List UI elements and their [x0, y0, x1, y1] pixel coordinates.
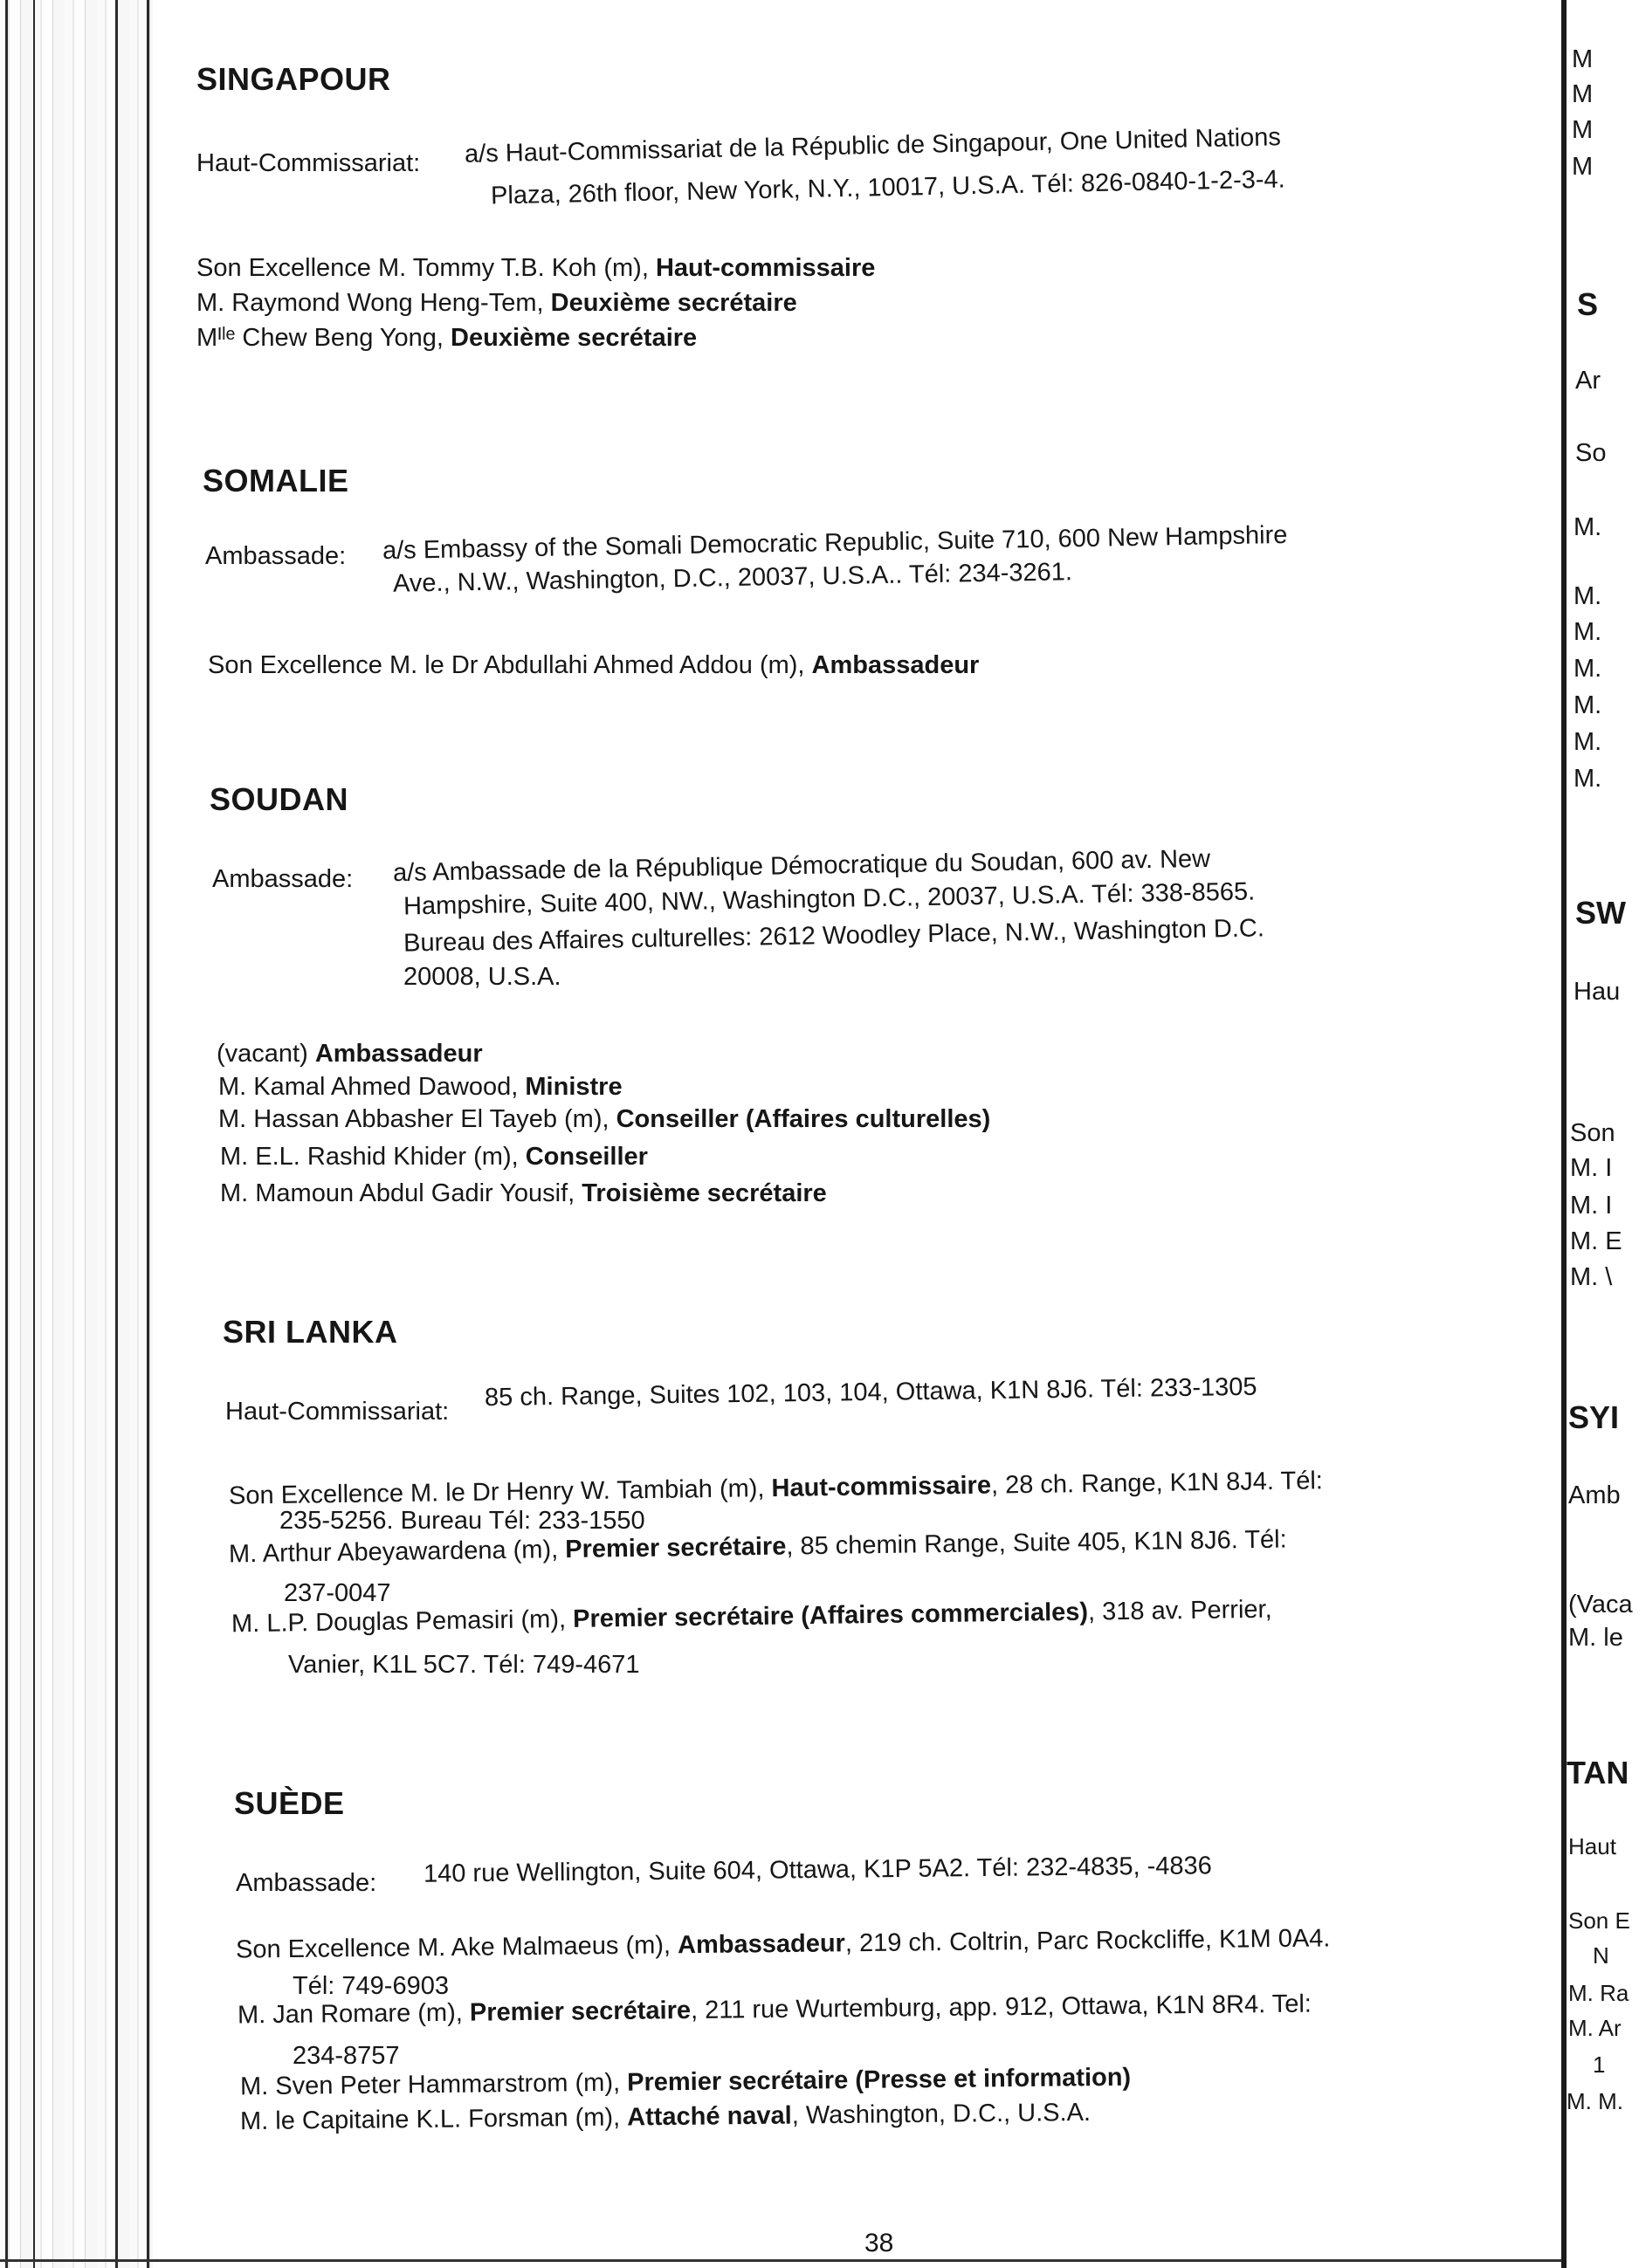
- facing-text-fragment: Haut: [1568, 1833, 1616, 1859]
- staff-entry: M. E.L. Rashid Khider (m), Conseiller: [220, 1143, 648, 1171]
- facing-text-fragment: M. M.: [1567, 2088, 1623, 2114]
- mission-label: Ambassade:: [236, 1869, 377, 1897]
- section-soudan: [210, 781, 348, 818]
- facing-text-fragment: M.: [1574, 582, 1602, 610]
- staff-entry-cont: Tél: 749-6903: [293, 1972, 449, 2000]
- binding-edge: [0, 0, 153, 2268]
- mission-label: Haut-Commissariat:: [225, 1398, 450, 1426]
- section-heading: SOUDAN: [210, 781, 349, 817]
- facing-text-fragment: M. I: [1570, 1154, 1613, 1182]
- staff-entry: M. Hassan Abbasher El Tayeb (m), Conseiller (Affaires culturelles): [218, 1105, 991, 1133]
- mission-label: Ambassade:: [205, 542, 347, 570]
- facing-text-fragment: M: [1572, 153, 1594, 181]
- section-heading: SRI LANKA: [223, 1314, 398, 1350]
- facing-text-fragment: M.: [1574, 513, 1602, 541]
- facing-text-fragment: Ar: [1575, 367, 1601, 395]
- address-line: Hampshire, Suite 400, NW., Washington D.C., 20037, U.S.A. Tél: 338-8565.: [403, 877, 1256, 921]
- address-line: 140 rue Wellington, Suite 604, Ottawa, K1P 5A2. Tél: 232-4835, -4836: [423, 1852, 1212, 1888]
- facing-heading-fragment: SW: [1575, 895, 1626, 931]
- page-number: 38: [864, 2229, 894, 2258]
- binding-rule: [147, 0, 149, 2268]
- staff-entry: M. Jan Romare (m), Premier secrétaire, 211 rue Wurtemburg, app. 912, Ottawa, K1N 8R4. Tel:: [237, 1990, 1312, 2030]
- facing-text-fragment: 1: [1593, 2052, 1606, 2078]
- facing-text-fragment: M: [1572, 116, 1594, 144]
- staff-entry: M. Mamoun Abdul Gadir Yousif, Troisième secrétaire: [220, 1179, 827, 1207]
- scan-bottom-edge: [0, 2259, 1563, 2262]
- mission-label: Ambassade:: [212, 865, 354, 893]
- facing-text-fragment: M. I: [1570, 1192, 1613, 1220]
- facing-text-fragment: M. le: [1568, 1624, 1623, 1652]
- section-heading: SINGAPOUR: [196, 61, 391, 97]
- section-heading: SOMALIE: [203, 463, 349, 498]
- facing-text-fragment: N: [1593, 1942, 1609, 1969]
- address-line: 20008, U.S.A.: [403, 963, 561, 991]
- facing-text-fragment: M.: [1574, 765, 1602, 793]
- staff-entry: M. Arthur Abeyawardena (m), Premier secrétaire, 85 chemin Range, Suite 405, K1N 8J6. Tél:: [228, 1525, 1287, 1569]
- address-line: Plaza, 26th floor, New York, N.Y., 10017, U.S.A. Tél: 826-0840-1-2-3-4.: [490, 165, 1285, 210]
- facing-text-fragment: So: [1575, 439, 1607, 467]
- staff-entry: Mᴵˡᵉ Chew Beng Yong, Deuxième secrétaire: [196, 324, 698, 352]
- section-suede: [234, 1785, 345, 1822]
- facing-text-fragment: M.: [1574, 618, 1602, 646]
- facing-text-fragment: M.: [1574, 655, 1602, 683]
- facing-text-fragment: M: [1572, 45, 1594, 73]
- staff-entry-cont: Vanier, K1L 5C7. Tél: 749-4671: [288, 1651, 640, 1679]
- facing-text-fragment: M. Ra: [1568, 1980, 1629, 2006]
- staff-entry: M. le Capitaine K.L. Forsman (m), Attaché naval, Washington, D.C., U.S.A.: [239, 2098, 1092, 2136]
- facing-heading-fragment: SYI: [1568, 1399, 1620, 1435]
- facing-page-edge: [1561, 0, 1639, 2268]
- facing-text-fragment: (Vaca: [1568, 1591, 1633, 1619]
- address-line: Bureau des Affaires culturelles: 2612 Woodley Place, N.W., Washington D.C.: [403, 914, 1265, 958]
- staff-entry: M. Kamal Ahmed Dawood, Ministre: [218, 1073, 623, 1101]
- staff-entry: Son Excellence M. le Dr Abdullahi Ahmed Addou (m), Ambassadeur: [208, 651, 980, 679]
- staff-entry-cont: 235-5256. Bureau Tél: 233-1550: [279, 1507, 645, 1535]
- section-heading: SUÈDE: [234, 1785, 345, 1821]
- staff-entry: M. Sven Peter Hammarstrom (m), Premier secrétaire (Presse et information): [239, 2063, 1132, 2101]
- address-line: 85 ch. Range, Suites 102, 103, 104, Ottawa, K1N 8J6. Tél: 233-1305: [484, 1372, 1257, 1412]
- section-singapour: [196, 61, 391, 98]
- facing-heading-fragment: S: [1577, 286, 1599, 322]
- mission-label: Haut-Commissariat:: [196, 149, 421, 177]
- staff-entry: Son Excellence M. le Dr Henry W. Tambiah (m), Haut-commissaire, 28 ch. Range, K1N 8J4. Tél:: [228, 1467, 1324, 1510]
- facing-text-fragment: M. \: [1570, 1263, 1613, 1291]
- address-line: a/s Ambassade de la République Démocratique du Soudan, 600 av. New: [392, 844, 1211, 888]
- staff-entry-cont: 237-0047: [284, 1579, 391, 1607]
- facing-text-fragment: Son: [1570, 1119, 1615, 1147]
- facing-text-fragment: M.: [1574, 728, 1602, 756]
- binding-rule: [5, 0, 8, 2268]
- section-somalie: [203, 463, 349, 499]
- staff-entry: M. L.P. Douglas Pemasiri (m), Premier secrétaire (Affaires commerciales), 318 av. Perrier,: [231, 1595, 1272, 1639]
- facing-text-fragment: M. Ar: [1568, 2015, 1622, 2041]
- facing-text-fragment: M. E: [1570, 1227, 1622, 1255]
- staff-entry: M. Raymond Wong Heng-Tem, Deuxième secrétaire: [196, 289, 797, 317]
- facing-heading-fragment: TAN: [1567, 1755, 1629, 1790]
- facing-text-fragment: Amb: [1568, 1481, 1621, 1509]
- staff-entry: Son Excellence M. Tommy T.B. Koh (m), Haut-commissaire: [196, 254, 876, 282]
- section-sri-lanka: [223, 1314, 398, 1350]
- staff-entry: (vacant) Ambassadeur: [217, 1040, 483, 1068]
- staff-entry: Son Excellence M. Ake Malmaeus (m), Ambassadeur, 219 ch. Coltrin, Parc Rockcliffe, K1M 0A4.: [235, 1924, 1331, 1964]
- staff-entry-cont: 234-8757: [293, 2042, 400, 2070]
- address-line: a/s Embassy of the Somali Democratic Republic, Suite 710, 600 New Hampshire: [382, 520, 1288, 566]
- binding-rule: [115, 0, 118, 2268]
- facing-text-fragment: Hau: [1574, 978, 1621, 1006]
- facing-text-fragment: Son E: [1568, 1907, 1630, 1934]
- binding-rule: [33, 0, 35, 2268]
- address-line: a/s Haut-Commissariat de la Républic de Singapour, One United Nations: [464, 123, 1282, 168]
- address-line: Ave., N.W., Washington, D.C., 20037, U.S.A.. Tél: 234-3261.: [392, 558, 1073, 598]
- facing-text-fragment: M: [1572, 80, 1594, 108]
- facing-text-fragment: M.: [1574, 691, 1602, 719]
